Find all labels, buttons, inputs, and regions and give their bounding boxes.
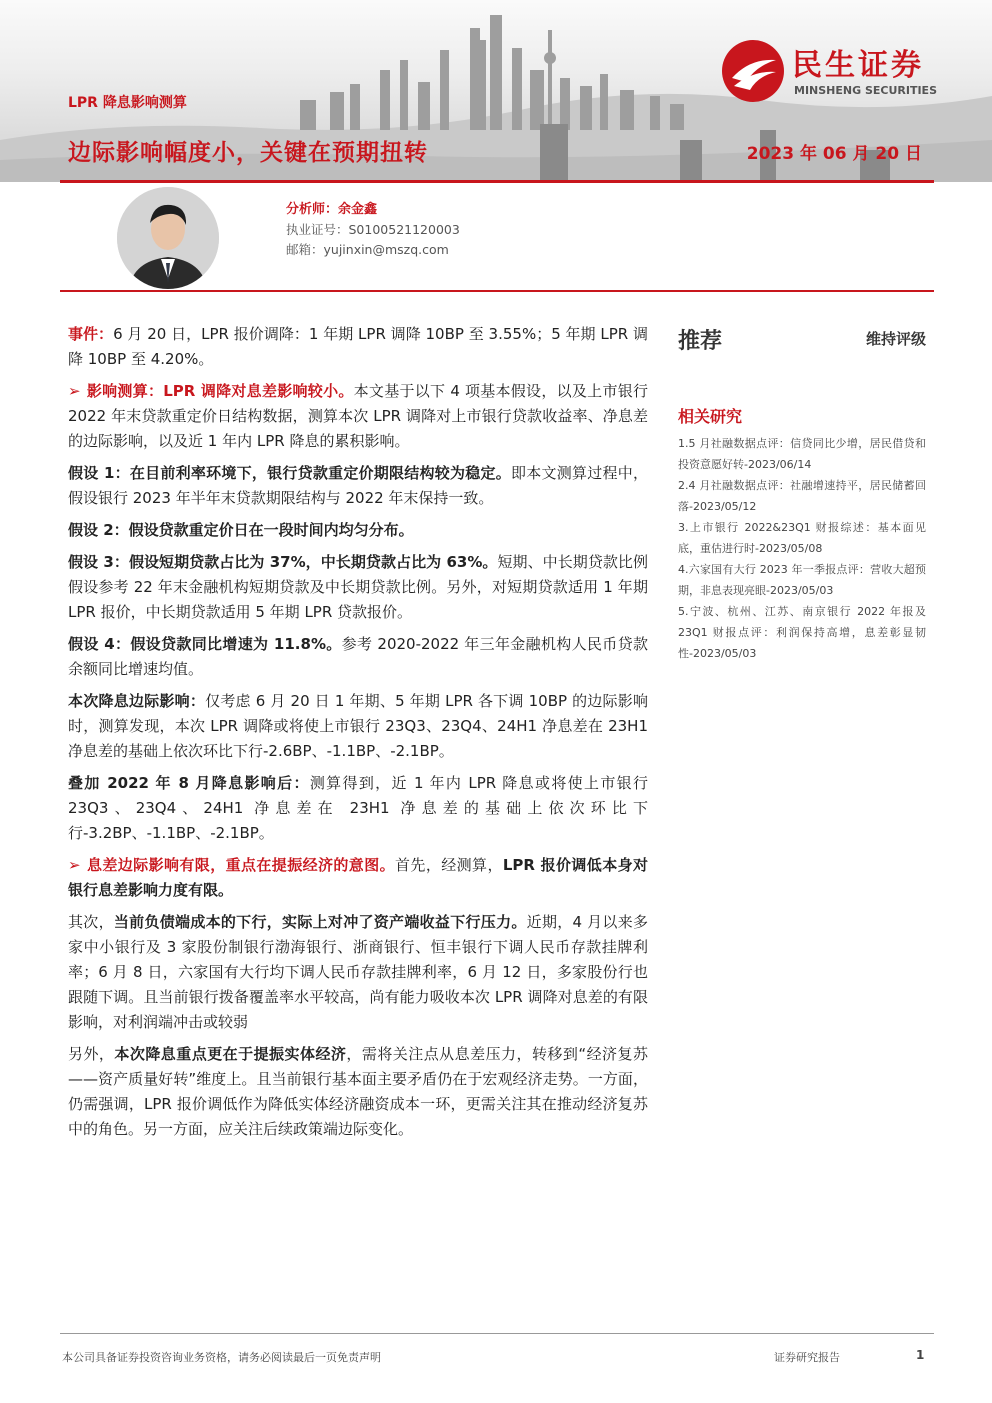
main-content: [68, 322, 648, 1149]
paragraph-assumption-1: 假设 1：在目前利率环境下，银行贷款重定价期限结构较为稳定。即本文测算过程中，假设银行 2023 年半年末贷款期限结构与 2022 年末保持一致。: [68, 464, 648, 507]
paragraph-marginal-impact: 本次降息边际影响：仅考虑 6 月 20 日 1 年期、5 年期 LPR 各下调 10BP 的边际影响时，测算发现，本次 LPR 调降或将使上市银行 23Q3、23Q4、24H1 净息差在 23H1 净息差的基础上依次环比下行-2.6BP、-1.1BP、-2.1BP。: [68, 692, 648, 760]
footer-divider: [60, 1333, 934, 1334]
person-portrait-icon: [117, 187, 219, 289]
rating-row: [678, 322, 926, 358]
paragraph-impact: ➢ 影响测算：LPR 调降对息差影响较小。本文基于以下 4 项基本假设，以及上市银行 2022 年末贷款重定价日结构数据，测算本次 LPR 调降对上市银行贷款收益率、净息差的边际影响，以及近 1 年内 LPR 降息的累积影响。: [68, 382, 649, 450]
footer-disclaimer: 本公司具备证券投资咨询业务资格，请务必阅读最后一页免责声明: [62, 1351, 381, 1364]
minsheng-logo-icon: [720, 38, 786, 104]
paragraph-cumulative-impact: 叠加 2022 年 8 月降息影响后：测算得到，近 1 年内 LPR 降息或将使上市银行 23Q3、23Q4、24H1 净息差在 23H1 净息差的基础上依次环比下行-3.2BP、-1.1BP、-2.1BP。: [68, 774, 649, 842]
arrow-bullet-icon: ➢: [68, 382, 81, 400]
analyst-email: 邮箱：yujinxin@mszq.com: [286, 242, 449, 257]
related-research-item[interactable]: 3.上市银行 2022&23Q1 财报综述：基本面见底，重估进行时-2023/05/08: [678, 521, 926, 555]
paragraph-event: 事件：6 月 20 日，LPR 报价调降：1 年期 LPR 调降 10BP 至 3.55%；5 年期 LPR 调降 10BP 至 4.20%。: [68, 325, 648, 368]
paragraph-liability-cost: 其次，当前负债端成本的下行，实际上对冲了资产端收益下行压力。近期，4 月以来多家中小银行及 3 家股份制银行渤海银行、浙商银行、恒丰银行下调人民币存款挂牌利率；6 月 8 日，六家国有大行均下调人民币存款挂牌利率，6 月 12 日，多家股份行也跟随下调。且当前银行拨备覆盖率水平较高，尚有能力吸收本次 LPR 调降对息差的有限影响，对利润端冲击或较弱: [68, 913, 648, 1031]
report-title: 边际影响幅度小，关键在预期扭转: [68, 140, 428, 166]
related-research-item[interactable]: 5.宁波、杭州、江苏、南京银行 2022 年报及 23Q1 财报点评：利润保持高增，息差彰显韧性-2023/05/03: [678, 605, 926, 660]
paragraph-assumption-4: 假设 4：假设贷款同比增速为 11.8%。参考 2020-2022 年三年金融机构人民币贷款余额同比增速均值。: [68, 635, 648, 678]
recommendation: 推荐: [678, 329, 723, 354]
header-divider: [60, 180, 934, 183]
related-research-list: [678, 433, 926, 664]
sidebar: [678, 322, 926, 664]
analyst-name: 分析师：余金鑫: [286, 202, 378, 217]
rating-status: 维持评级: [865, 330, 926, 348]
analyst-info: [286, 200, 460, 260]
related-research-item[interactable]: 4.六家国有大行 2023 年一季报点评：营收大超预期，非息表现亮眼-2023/05/03: [678, 563, 926, 597]
paragraph-assumption-2: 假设 2：假设贷款重定价日在一段时间内均匀分布。: [68, 521, 414, 539]
analyst-cert: 执业证号：S0100521120003: [286, 222, 460, 237]
company-logo: [720, 38, 960, 108]
report-date: 2023 年 06 月 20 日: [746, 144, 922, 164]
arrow-bullet-icon: ➢: [68, 856, 81, 874]
header-banner: [0, 0, 992, 182]
analyst-avatar: [117, 187, 219, 289]
paragraph-limited-impact: ➢ 息差边际影响有限，重点在提振经济的意图。首先，经测算，LPR 报价调低本身对银行息差影响力度有限。: [68, 856, 648, 899]
page-number: 1: [916, 1348, 925, 1362]
footer-report-type: 证券研究报告: [774, 1351, 840, 1364]
paragraph-assumption-3: 假设 3：假设短期贷款占比为 37%，中长期贷款占比为 63%。短期、中长期贷款比例假设参考 22 年末金融机构短期贷款及中长期贷款比例。另外，对短期贷款适用 1 年期 LPR 报价，中长期贷款适用 5 年期 LPR 贷款报价。: [68, 553, 648, 621]
report-tag: LPR 降息影响测算: [68, 95, 187, 111]
section-divider: [60, 290, 934, 292]
related-research-item[interactable]: 1.5 月社融数据点评：信贷同比少增，居民借贷和投资意愿好转-2023/06/14: [678, 437, 926, 471]
related-research-title: 相关研究: [678, 407, 743, 426]
paragraph-economy-focus: 另外，本次降息重点更在于提振实体经济，需将关注点从息差压力，转移到“经济复苏——资产质量好转”维度上。且当前银行基本面主要矛盾仍在于宏观经济走势。一方面，仍需强调，LPR 报价调低作为降低实体经济融资成本一环，更需关注其在推动经济复苏中的角色。另一方面，应关注后续政策端边际变化。: [68, 1045, 648, 1138]
logo-chinese-name: 民生证券: [792, 48, 924, 83]
logo-english-name: MINSHENG SECURITIES: [794, 84, 937, 97]
related-research-item[interactable]: 2.4 月社融数据点评：社融增速持平，居民储蓄回落-2023/05/12: [678, 479, 926, 513]
